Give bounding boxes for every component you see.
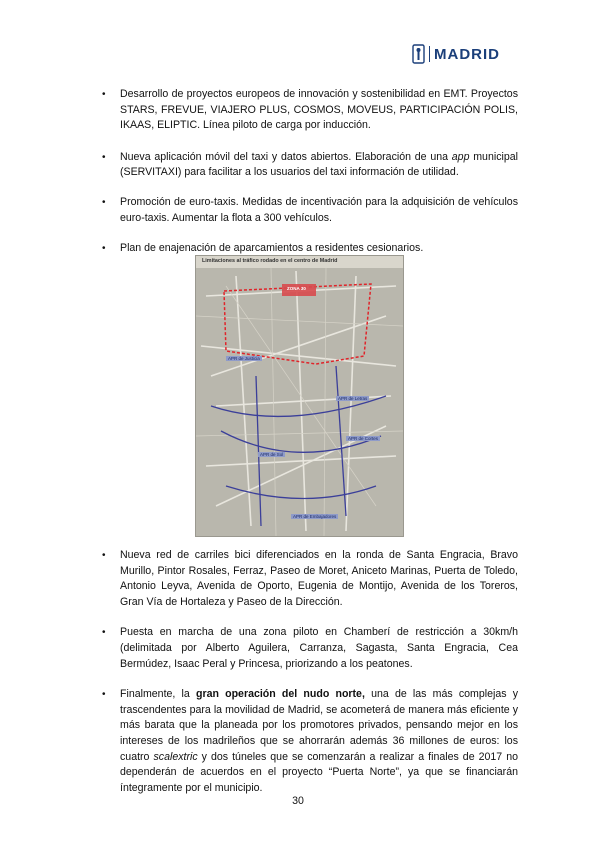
bullet-text: Puesta en marcha de una zona piloto en Chamberí de restricción a 30km/h (delimitada por Alberto Aguilera, Carranza, Sagasta, Santa Engracia, Cea Bermúdez, Isaac Peral y Princesa, priorizando a los peatones. [120, 626, 518, 670]
bullet-icon: • [102, 627, 106, 639]
logo-separator [429, 46, 430, 62]
madrid-coat-of-arms-icon [412, 44, 425, 64]
bullet-text: Nueva red de carriles bici diferenciados en la ronda de Santa Engracia, Bravo Murillo, Pintor Rosales, Ferraz, Paseo de Moret, Aniceto Marinas, Puerta de Toledo, Antonio Leyva, Avenida de Oporto, Eugenia de Montijo, Avenida de los Toreros, Gran Vía de Hortaleza y Paseo de la Dirección. [120, 549, 518, 608]
bullet-item [100, 195, 518, 226]
map-area-label: APR de Embajadores [293, 514, 337, 519]
map-area-label: APR de Cortes [348, 436, 379, 441]
bullet-icon: • [102, 243, 106, 255]
zona-30-label: ZONA 30 [287, 286, 306, 291]
map-area-label: APR de Justicia [228, 356, 260, 361]
map-title: Limitaciones al tráfico rodado en el centro de Madrid [202, 258, 338, 264]
bullet-icon: • [102, 89, 106, 100]
map-drawing [196, 256, 403, 536]
bullet-text-bold: gran operación del nudo norte, [195, 688, 365, 701]
bullet-icon: • [102, 689, 106, 701]
map-title-bar [196, 256, 403, 268]
bullet-icon: • [102, 151, 106, 163]
bullet-item [100, 150, 518, 181]
bullet-item [100, 687, 518, 796]
bullet-item [100, 548, 518, 610]
bullet-text: una de las más complejas y trascendentes para la movilidad de Madrid, se acometerá de manera más eficiente y más barata que la planeada por los promotores privados, pensando mejor en los intereses de los madrileños que se ahorrarán además 36 millones de euros: los cuatro [120, 688, 518, 763]
bullet-icon: • [102, 550, 106, 561]
bullet-list-top [100, 87, 518, 257]
bullet-list-bottom [100, 548, 518, 796]
header-logo [412, 44, 500, 64]
bullet-item [100, 87, 518, 134]
bullet-text: y dos túneles que se comenzarán a realizar a finales de 2017 no dependerán de acuerdos en el proyecto “Puerta Norte”, ya que se financiarán íntegramente por el municipio. [120, 750, 518, 794]
bullet-text: Plan de enajenación de aparcamientos a residentes cesionarios. [120, 242, 424, 255]
traffic-map-image [195, 255, 404, 537]
bullet-icon: • [102, 196, 106, 208]
bullet-text: Promoción de euro-taxis. Medidas de incentivación para la adquisición de vehículos euro-taxis. Aumentar la flota a 300 vehículos. [120, 195, 518, 224]
map-area-label: APR de Sol [260, 452, 284, 457]
page-number: 30 [292, 795, 304, 807]
bullet-text: Nueva aplicación móvil del taxi y datos abiertos. Elaboración de una [120, 150, 452, 163]
bullet-text: Finalmente, la [120, 688, 196, 701]
bullet-item [100, 625, 518, 672]
bullet-text: Desarrollo de proyectos europeos de innovación y sostenibilidad en EMT. Proyectos STARS, FREVUE, VIAJERO PLUS, COSMOS, MOVEUS, PARTICIPACIÓN POLIS, IKAAS, ELIPTIC. Línea piloto de carga por inducción. [120, 88, 518, 132]
bullet-text-italic: app [451, 150, 470, 163]
map-area-label: APR de Letras [338, 396, 368, 401]
logo-text: MADRID [434, 45, 500, 63]
bullet-text: municipal (SERVITAXI) para facilitar a los usuarios del taxi información de utilidad. [120, 150, 518, 179]
bullet-text-italic: scalextric [153, 750, 198, 763]
